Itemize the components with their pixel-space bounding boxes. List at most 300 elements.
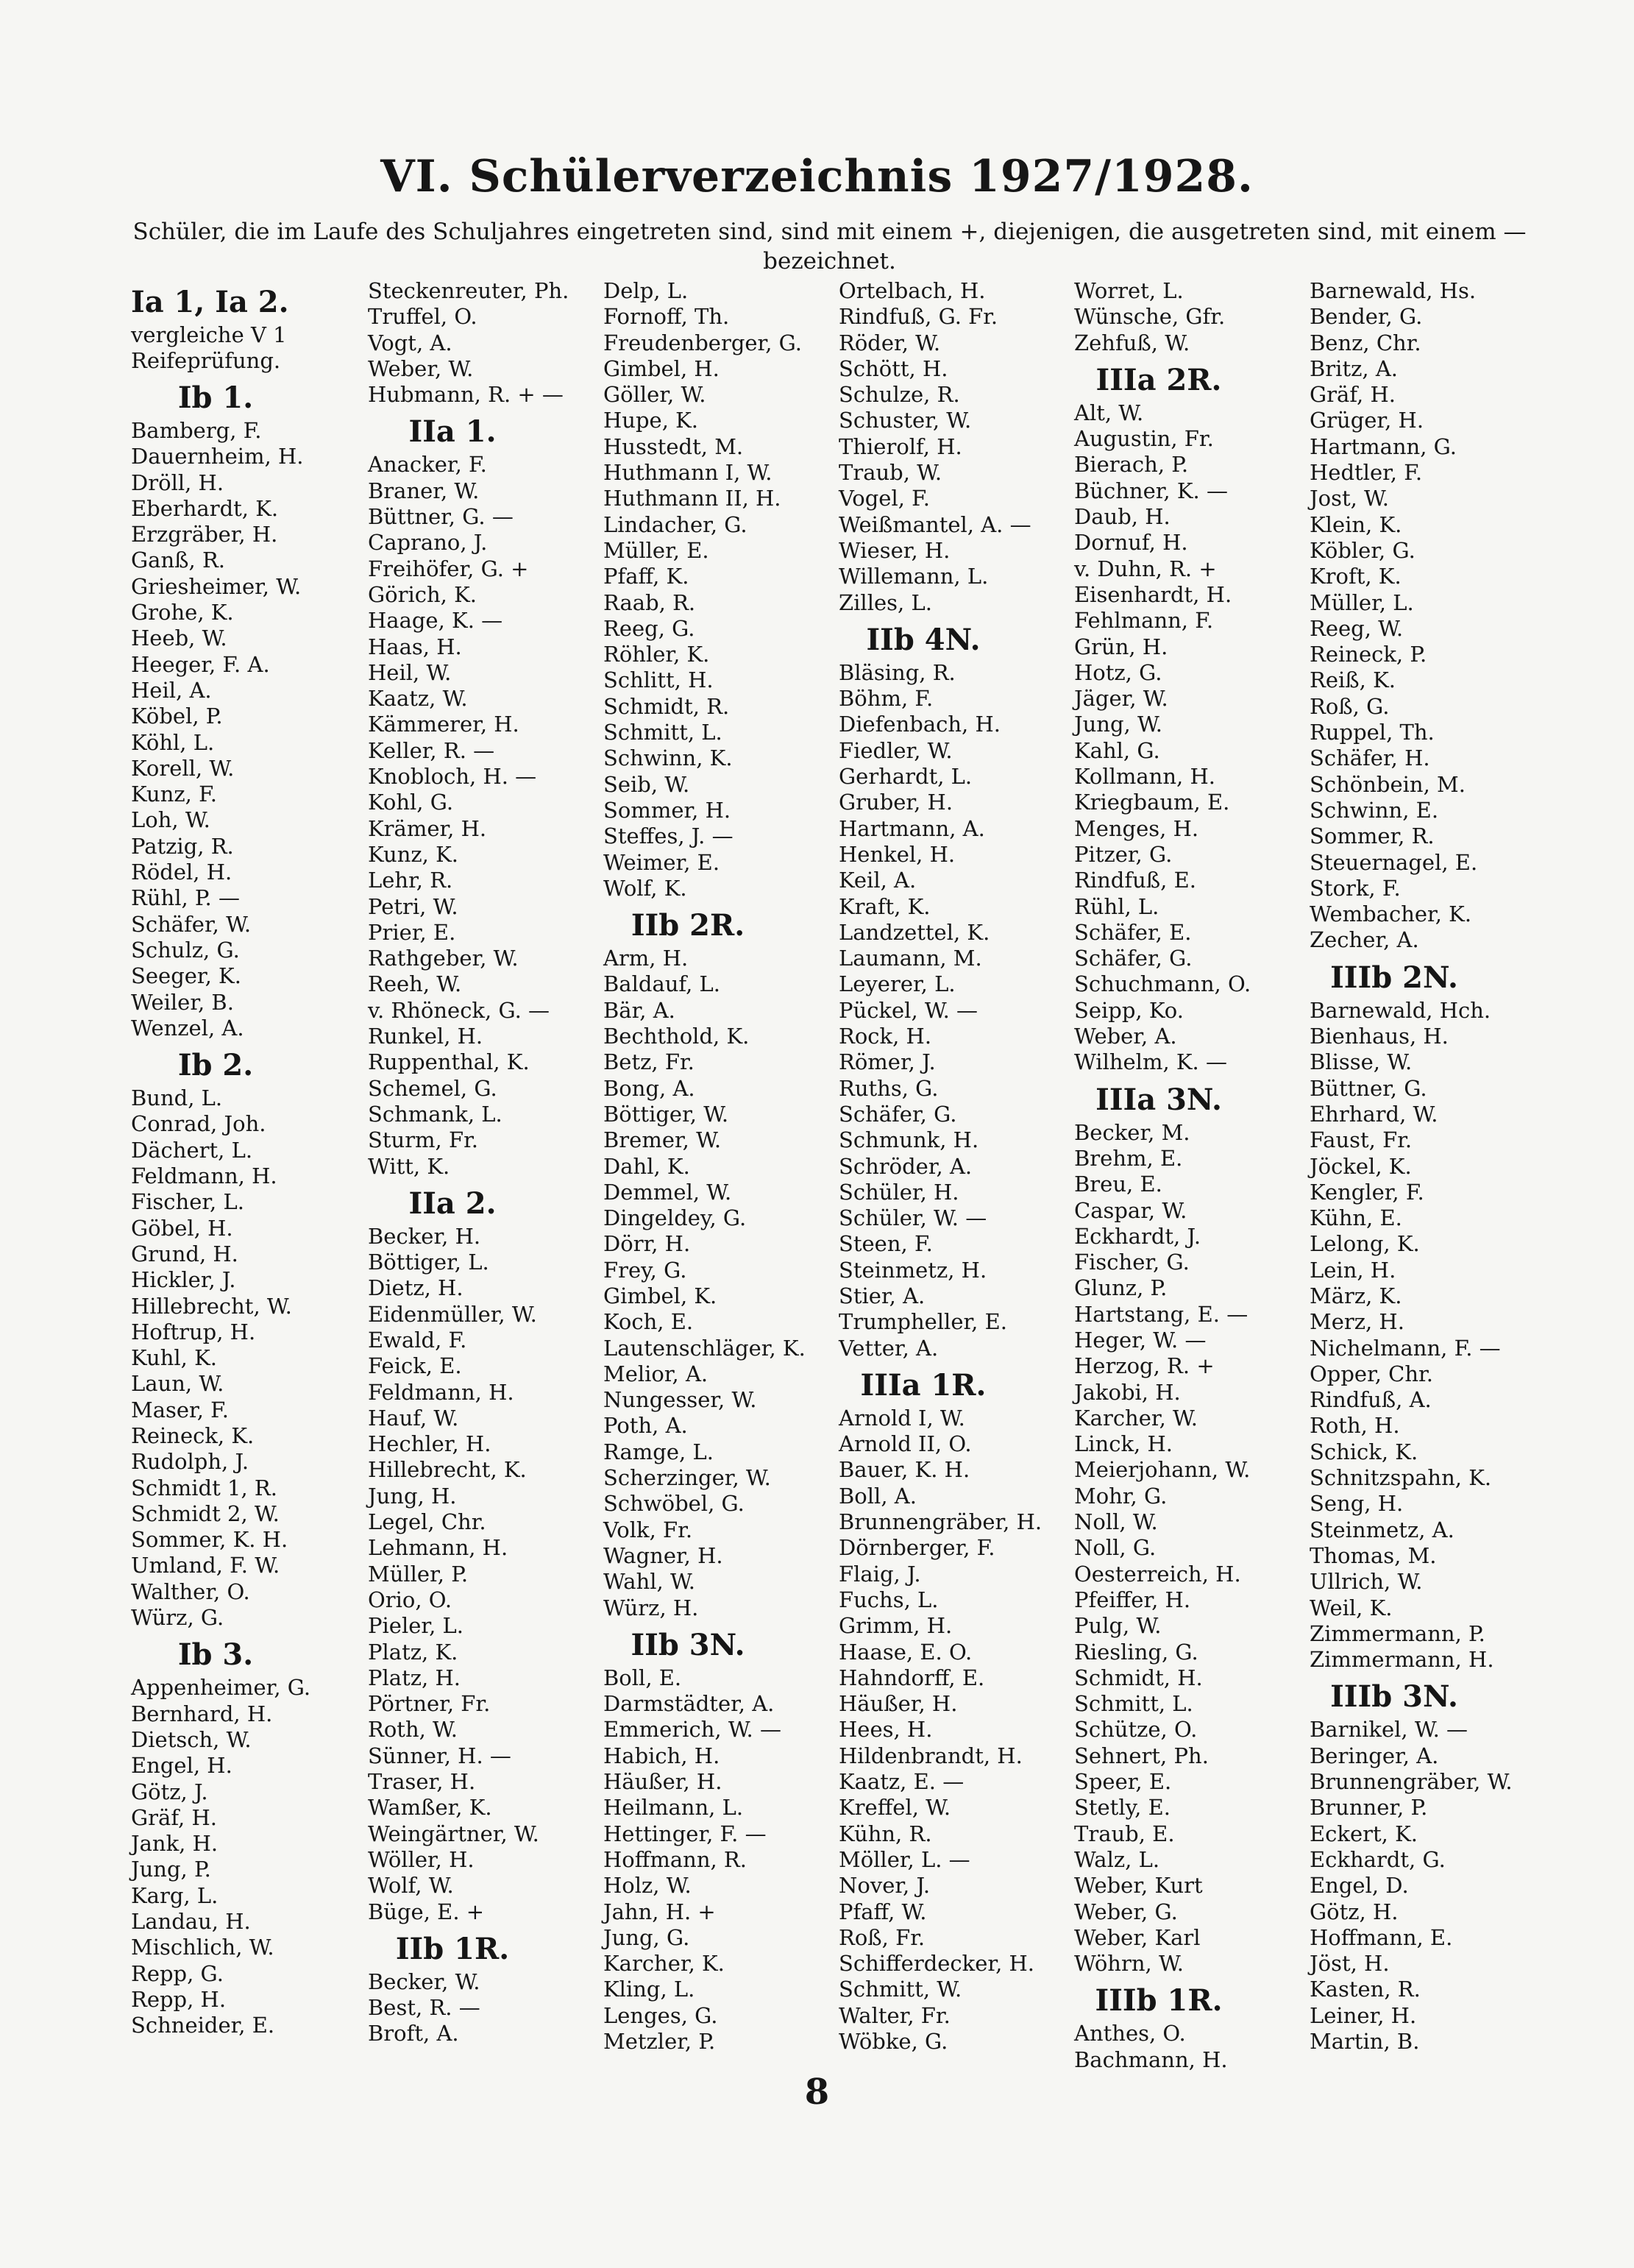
student-entry: Jäger, W. xyxy=(1074,686,1168,712)
student-entry: Karcher, K. xyxy=(603,1951,725,1977)
student-entry: Wilhelm, K. — xyxy=(1074,1049,1227,1075)
student-entry: Schmidt, H. xyxy=(1074,1665,1203,1690)
student-entry: Traub, E. xyxy=(1074,1821,1175,1846)
student-entry: Schneider, E. xyxy=(131,2013,275,2038)
student-entry: Rock, H. xyxy=(839,1024,932,1049)
student-entry: Fischer, G. xyxy=(1074,1250,1190,1275)
student-entry: Büttner, G. — xyxy=(368,504,514,530)
student-entry: Schäfer, G. xyxy=(1074,946,1193,971)
student-entry: Reeg, W. xyxy=(1310,615,1404,641)
student-entry: Speer, E. xyxy=(1074,1769,1172,1795)
student-entry: Feldmann, H. xyxy=(368,1379,514,1405)
student-entry: Kengler, F. xyxy=(1310,1179,1424,1205)
student-entry: Schröder, A. xyxy=(839,1153,973,1179)
student-entry: Dahl, K. xyxy=(603,1153,690,1179)
student-entry: Herzog, R. + xyxy=(1074,1353,1215,1379)
student-entry: Bierach, P. xyxy=(1074,452,1189,478)
student-entry: Landau, H. xyxy=(131,1909,251,1935)
student-entry: Menges, H. xyxy=(1074,815,1199,841)
student-entry: Eckert, K. xyxy=(1310,1821,1418,1846)
student-entry: Anthes, O. xyxy=(1074,2021,1186,2046)
student-entry: Dröll, H. xyxy=(131,469,224,495)
class-heading: IIa 1. xyxy=(408,414,497,450)
student-entry: Rühl, P. — xyxy=(131,885,240,911)
student-entry: Grimm, H. xyxy=(839,1613,953,1639)
student-entry: Schönbein, M. xyxy=(1310,771,1466,797)
student-entry: Bernhard, H. xyxy=(131,1701,273,1726)
student-entry: Caprano, J. xyxy=(368,530,488,556)
student-entry: Müller, L. xyxy=(1310,589,1414,615)
student-entry: Loh, W. xyxy=(131,807,210,833)
student-entry: Gräf, H. xyxy=(1310,382,1396,408)
student-entry: Heeger, F. A. xyxy=(131,651,270,677)
student-entry: Kasten, R. xyxy=(1310,1977,1421,2002)
student-entry: Eckhardt, J. xyxy=(1074,1223,1201,1249)
student-entry: Arnold II, O. xyxy=(839,1431,972,1457)
student-entry: Ruppenthal, K. xyxy=(368,1049,530,1075)
student-entry: Emmerich, W. — xyxy=(603,1717,781,1743)
student-entry: Metzler, P. xyxy=(603,2029,716,2054)
student-entry: Nungesser, W. xyxy=(603,1387,757,1413)
student-entry: Rödel, H. xyxy=(131,860,232,885)
student-entry: Leyerer, L. xyxy=(839,971,956,997)
student-entry: Pückel, W. — xyxy=(839,997,978,1023)
student-entry: Ewald, F. xyxy=(368,1327,467,1353)
student-entry: Götz, H. xyxy=(1310,1899,1399,1924)
student-entry: Schäfer, W. xyxy=(131,911,252,937)
student-entry: Jung, G. xyxy=(603,1924,690,1950)
student-entry: Maser, F. xyxy=(131,1397,229,1422)
student-entry: Heeb, W. xyxy=(131,626,227,651)
student-entry: Dietsch, W. xyxy=(131,1726,252,1752)
student-entry: Schulz, G. xyxy=(131,937,240,963)
student-entry: Hauf, W. xyxy=(368,1405,459,1431)
student-entry: Traub, W. xyxy=(839,460,942,486)
student-entry: Zimmermann, P. xyxy=(1310,1620,1485,1646)
student-entry: Pfaff, W. xyxy=(839,1899,927,1924)
student-entry: Lehr, R. xyxy=(368,868,453,893)
student-entry: Kroft, K. xyxy=(1310,564,1402,589)
student-entry: Wembacher, K. xyxy=(1310,901,1472,927)
student-entry: Walter, Fr. xyxy=(839,2002,951,2028)
student-entry: Götz, J. xyxy=(131,1779,208,1804)
student-entry: Brunner, P. xyxy=(1310,1795,1428,1821)
student-entry: Ruths, G. xyxy=(839,1075,939,1101)
student-entry: Hillebrecht, W. xyxy=(131,1293,292,1319)
student-entry: Landzettel, K. xyxy=(839,919,990,945)
student-entry: Fehlmann, F. xyxy=(1074,608,1214,634)
student-entry: Gräf, H. xyxy=(131,1804,217,1830)
student-entry: Eckhardt, G. xyxy=(1310,1846,1446,1872)
student-entry: Röhler, K. xyxy=(603,642,710,667)
student-entry: Roth, H. xyxy=(1310,1413,1400,1439)
student-entry: Feick, E. xyxy=(368,1353,462,1379)
student-entry: Stetly, E. xyxy=(1074,1795,1171,1821)
student-entry: Darmstädter, A. xyxy=(603,1691,775,1717)
student-entry: Frey, G. xyxy=(603,1257,687,1283)
student-entry: Eberhardt, K. xyxy=(131,495,279,521)
student-entry: Hechler, H. xyxy=(368,1431,491,1457)
student-entry: Jung, H. xyxy=(368,1483,457,1509)
student-entry: Kohl, G. xyxy=(368,790,454,815)
student-entry: Henkel, H. xyxy=(839,841,956,867)
student-entry: Linck, H. xyxy=(1074,1431,1173,1457)
student-entry: Bremer, W. xyxy=(603,1127,722,1153)
student-entry: Leiner, H. xyxy=(1310,2002,1417,2028)
student-entry: Brehm, E. xyxy=(1074,1145,1183,1171)
student-entry: Weingärtner, W. xyxy=(368,1821,539,1846)
student-entry: Bechthold, K. xyxy=(603,1024,750,1049)
student-entry: Gimbel, H. xyxy=(603,355,720,381)
student-entry: Rindfuß, A. xyxy=(1310,1387,1432,1413)
student-entry: Müller, P. xyxy=(368,1561,469,1587)
student-entry: Pfaff, K. xyxy=(603,564,689,589)
student-list-columns xyxy=(131,278,1529,2072)
student-entry: Haase, E. O. xyxy=(839,1639,973,1665)
student-entry: Lehmann, H. xyxy=(368,1535,508,1561)
page-number: 8 xyxy=(804,2072,830,2113)
student-entry: Pfeiffer, H. xyxy=(1074,1587,1191,1612)
student-entry: Schäfer, H. xyxy=(1310,745,1430,771)
student-entry: Faust, Fr. xyxy=(1310,1127,1413,1153)
student-entry: Weber, W. xyxy=(368,355,474,381)
student-entry: Dörr, H. xyxy=(603,1231,691,1257)
student-entry: Baldauf, L. xyxy=(603,971,721,997)
student-entry: Schwöbel, G. xyxy=(603,1491,745,1517)
student-entry: Häußer, H. xyxy=(603,1769,722,1795)
class-heading: IIb 2R. xyxy=(630,908,745,943)
student-entry: Schmidt, R. xyxy=(603,693,730,719)
student-entry: Knobloch, H. — xyxy=(368,764,537,790)
student-entry: Pörtner, Fr. xyxy=(368,1691,491,1717)
student-entry: Barnikel, W. — xyxy=(1310,1717,1468,1743)
column-6 xyxy=(1310,278,1545,2055)
student-entry: Barnewald, Hs. xyxy=(1310,278,1477,303)
student-entry: Hubmann, R. + — xyxy=(368,382,564,408)
student-entry: Wünsche, Gfr. xyxy=(1074,304,1226,330)
student-entry: Weber, Kurt xyxy=(1074,1873,1203,1899)
student-entry: Fuchs, L. xyxy=(839,1587,939,1612)
student-entry: Reineck, P. xyxy=(1310,642,1427,667)
student-entry: Gimbel, K. xyxy=(603,1283,717,1308)
student-entry: Sommer, K. H. xyxy=(131,1527,288,1553)
student-entry: Ramge, L. xyxy=(603,1439,714,1464)
student-entry: Dauernheim, H. xyxy=(131,444,304,469)
student-entry: Hoffmann, R. xyxy=(603,1846,747,1872)
student-entry: Schüler, H. xyxy=(839,1179,959,1205)
student-entry: Steuernagel, E. xyxy=(1310,849,1478,875)
student-entry: Huthmann II, H. xyxy=(603,486,781,511)
student-entry: Schmitt, L. xyxy=(1074,1691,1193,1717)
student-entry: Gruber, H. xyxy=(839,790,953,815)
class-heading: IIIa 1R. xyxy=(860,1367,987,1403)
student-entry: Kling, L. xyxy=(603,1977,695,2002)
student-entry: Grüger, H. xyxy=(1310,408,1424,433)
student-entry: Stier, A. xyxy=(839,1283,926,1308)
student-entry: Jung, P. xyxy=(131,1857,211,1882)
student-entry: Bund, L. xyxy=(131,1085,223,1111)
student-entry: Weißmantel, A. — xyxy=(839,511,1031,537)
student-entry: Kühn, E. xyxy=(1310,1205,1402,1231)
student-entry: Schifferdecker, H. xyxy=(839,1951,1035,1977)
student-entry: Wamßer, K. xyxy=(368,1795,492,1821)
student-entry: Bauer, K. H. xyxy=(839,1457,970,1483)
student-entry: Hupe, K. xyxy=(603,408,699,433)
student-entry: Daub, H. xyxy=(1074,504,1171,530)
student-entry: Häußer, H. xyxy=(839,1691,958,1717)
student-entry: Griesheimer, W. xyxy=(131,573,302,599)
student-entry: Habich, H. xyxy=(603,1743,720,1768)
student-entry: Sünner, H. — xyxy=(368,1743,511,1768)
student-entry: Noll, W. xyxy=(1074,1509,1158,1535)
student-entry: Martin, B. xyxy=(1310,2029,1420,2054)
class-heading: Ib 2. xyxy=(177,1048,254,1083)
student-entry: Karg, L. xyxy=(131,1882,219,1908)
student-entry: Husstedt, M. xyxy=(603,433,744,459)
student-entry: Legel, Chr. xyxy=(368,1509,486,1535)
student-entry: Walz, L. xyxy=(1074,1846,1160,1872)
student-entry: Merz, H. xyxy=(1310,1309,1404,1335)
student-entry: Bong, A. xyxy=(603,1075,695,1101)
student-entry: Wieser, H. xyxy=(839,537,951,563)
student-entry: Becker, W. xyxy=(368,1968,480,1994)
student-entry: Hees, H. xyxy=(839,1717,933,1743)
student-entry: Ortelbach, H. xyxy=(839,278,986,303)
student-entry: Lein, H. xyxy=(1310,1257,1396,1283)
student-entry: Thierolf, H. xyxy=(839,433,962,459)
student-entry: Möller, L. — xyxy=(839,1846,970,1872)
student-entry: Diefenbach, H. xyxy=(839,712,1001,737)
student-entry: Wahl, W. xyxy=(603,1569,695,1595)
student-entry: Barnewald, Hch. xyxy=(1310,997,1491,1023)
student-entry: Lelong, K. xyxy=(1310,1231,1420,1257)
student-entry: Reineck, K. xyxy=(131,1422,255,1448)
student-entry: Dächert, L. xyxy=(131,1137,253,1163)
class-heading: IIIb 3N. xyxy=(1330,1679,1458,1715)
student-entry: Steinmetz, A. xyxy=(1310,1517,1454,1542)
student-entry: Laumann, M. xyxy=(839,946,982,971)
student-entry: Mohr, G. xyxy=(1074,1483,1168,1509)
student-entry: Böttiger, L. xyxy=(368,1250,489,1275)
student-entry: Conrad, Joh. xyxy=(131,1111,266,1137)
student-entry: Breu, E. xyxy=(1074,1172,1162,1197)
student-entry: Gerhardt, L. xyxy=(839,764,973,790)
student-entry: Kuhl, K. xyxy=(131,1345,217,1371)
student-entry: Rudolph, J. xyxy=(131,1449,249,1475)
student-entry: v. Duhn, R. + xyxy=(1074,556,1217,581)
student-entry: Eisenhardt, H. xyxy=(1074,581,1232,607)
student-entry: Umland, F. W. xyxy=(131,1553,280,1578)
student-entry: Kriegbaum, E. xyxy=(1074,790,1230,815)
student-entry: Demmel, W. xyxy=(603,1179,732,1205)
student-entry: Schuchmann, O. xyxy=(1074,971,1251,997)
student-entry: Zecher, A. xyxy=(1310,927,1419,953)
student-entry: Repp, G. xyxy=(131,1960,224,1986)
class-heading: IIb 4N. xyxy=(866,622,981,657)
student-entry: Lautenschläger, K. xyxy=(603,1335,806,1361)
class-heading: Ia 1, Ia 2. xyxy=(131,285,289,319)
student-entry: Roß, G. xyxy=(1310,693,1390,719)
student-entry: Arnold I, W. xyxy=(839,1405,965,1431)
student-entry: Huthmann I, W. xyxy=(603,460,772,486)
student-entry: Kämmerer, H. xyxy=(368,712,519,737)
student-entry: Hillebrecht, K. xyxy=(368,1457,527,1483)
class-heading: Ib 1. xyxy=(177,380,254,415)
student-entry: Schmitt, L. xyxy=(603,720,722,745)
student-entry: Meierjohann, W. xyxy=(1074,1457,1251,1483)
student-entry: Brunnengräber, W. xyxy=(1310,1769,1513,1795)
student-entry: Hickler, J. xyxy=(131,1267,236,1293)
student-entry: Bachmann, H. xyxy=(1074,2046,1228,2072)
student-entry: Alt, W. xyxy=(1074,400,1144,425)
student-entry: Kunz, K. xyxy=(368,841,458,867)
student-entry: Rathgeber, W. xyxy=(368,946,519,971)
student-entry: Lenges, G. xyxy=(603,2002,718,2028)
student-entry: Sommer, R. xyxy=(1310,823,1435,849)
student-entry: Schwinn, E. xyxy=(1310,797,1439,823)
student-entry: Laun, W. xyxy=(131,1371,224,1397)
student-entry: Steinmetz, H. xyxy=(839,1257,987,1283)
student-entry: Rindfuß, E. xyxy=(1074,868,1196,893)
student-entry: Schüler, W. — xyxy=(839,1205,987,1231)
student-entry: Vogel, F. xyxy=(839,486,931,511)
student-entry: Jahn, H. + xyxy=(603,1899,716,1924)
student-entry: Jung, W. xyxy=(1074,712,1162,737)
student-entry: Grund, H. xyxy=(131,1241,238,1266)
student-entry: Erzgräber, H. xyxy=(131,522,278,547)
student-entry: Göller, W. xyxy=(603,382,706,408)
student-entry: Britz, A. xyxy=(1310,355,1398,381)
student-entry: Glunz, P. xyxy=(1074,1275,1168,1301)
student-entry: Traser, H. xyxy=(368,1769,476,1795)
student-entry: Sturm, Fr. xyxy=(368,1127,479,1153)
student-entry: Wolf, K. xyxy=(603,875,687,901)
student-entry: Kahl, G. xyxy=(1074,737,1160,763)
student-entry: Truffel, O. xyxy=(368,304,477,330)
student-entry: Wöbke, G. xyxy=(839,2029,948,2054)
column-2 xyxy=(368,278,603,2047)
student-entry: Schött, H. xyxy=(839,355,948,381)
student-entry: Jakobi, H. xyxy=(1074,1379,1181,1405)
student-entry: Schmank, L. xyxy=(368,1101,502,1127)
student-entry: Reeg, G. xyxy=(603,615,695,641)
student-entry: Haas, H. xyxy=(368,634,462,659)
student-entry: Weber, A. xyxy=(1074,1024,1177,1049)
column-1 xyxy=(131,278,366,2039)
student-entry: Vogt, A. xyxy=(368,330,452,355)
student-entry: Benz, Chr. xyxy=(1310,330,1421,355)
student-entry: Kaatz, E. — xyxy=(839,1769,965,1795)
student-entry: Göbel, H. xyxy=(131,1215,233,1241)
student-entry: Schnitzspahn, K. xyxy=(1310,1465,1492,1491)
student-entry: Nover, J. xyxy=(839,1873,931,1899)
student-entry: Engel, H. xyxy=(131,1753,232,1779)
student-entry: Hedtler, F. xyxy=(1310,460,1423,486)
student-entry: Klein, K. xyxy=(1310,511,1402,537)
student-entry: Haage, K. — xyxy=(368,608,503,634)
student-entry: Caspar, W. xyxy=(1074,1197,1187,1223)
student-entry: Wöller, H. xyxy=(368,1846,475,1872)
student-entry: Riesling, G. xyxy=(1074,1639,1198,1665)
student-entry: Delp, L. xyxy=(603,278,689,303)
student-entry: Pieler, L. xyxy=(368,1613,463,1639)
student-entry: Scherzinger, W. xyxy=(603,1465,771,1491)
student-entry: Schuster, W. xyxy=(839,408,972,433)
student-entry: Engel, D. xyxy=(1310,1873,1409,1899)
student-entry: Poth, A. xyxy=(603,1413,688,1439)
student-entry: Sommer, H. xyxy=(603,797,731,823)
student-entry: Steckenreuter, Ph. xyxy=(368,278,569,303)
student-entry: Grün, H. xyxy=(1074,634,1168,659)
student-entry: Bär, A. xyxy=(603,997,675,1023)
student-entry: Bender, G. xyxy=(1310,304,1423,330)
student-entry: Büttner, G. xyxy=(1310,1075,1427,1101)
student-entry: Heil, A. xyxy=(131,677,212,703)
student-entry: Schemel, G. xyxy=(368,1075,497,1101)
student-entry: Flaig, J. xyxy=(839,1561,921,1587)
student-entry: Ullrich, W. xyxy=(1310,1569,1423,1595)
student-entry: Becker, M. xyxy=(1074,1119,1190,1145)
student-entry: Reeh, W. xyxy=(368,971,462,997)
student-entry: März, K. xyxy=(1310,1283,1402,1308)
student-entry: Heger, W. — xyxy=(1074,1327,1207,1353)
student-entry: Opper, Chr. xyxy=(1310,1361,1433,1386)
student-entry: Röder, W. xyxy=(839,330,941,355)
student-entry: Jank, H. xyxy=(131,1831,219,1857)
student-entry: Roth, W. xyxy=(368,1717,458,1743)
student-entry: Würz, H. xyxy=(603,1595,699,1620)
student-entry: Zehfuß, W. xyxy=(1074,330,1190,355)
student-entry: Platz, K. xyxy=(368,1639,458,1665)
student-entry: Schmidt 2, W. xyxy=(131,1500,280,1526)
student-entry: Ruppel, Th. xyxy=(1310,720,1435,745)
student-entry: Prier, E. xyxy=(368,919,456,945)
student-entry: Hartmann, A. xyxy=(839,815,985,841)
student-entry: Koch, E. xyxy=(603,1309,694,1335)
student-entry: Würz, G. xyxy=(131,1605,224,1631)
class-note: vergleiche V 1 Reifeprüfung. xyxy=(131,322,287,373)
student-entry: Köbel, P. xyxy=(131,704,223,729)
student-entry: Büge, E. + xyxy=(368,1899,485,1924)
class-heading: IIa 2. xyxy=(408,1186,497,1221)
student-entry: Büchner, K. — xyxy=(1074,478,1228,503)
student-entry: Petri, W. xyxy=(368,893,458,919)
student-entry: Vetter, A. xyxy=(839,1335,939,1361)
student-entry: Eidenmüller, W. xyxy=(368,1301,537,1327)
student-entry: Melior, A. xyxy=(603,1361,708,1386)
student-entry: Fischer, L. xyxy=(131,1189,244,1215)
student-entry: Kraft, K. xyxy=(839,893,931,919)
student-entry: Heilmann, L. xyxy=(603,1795,744,1821)
student-entry: Steen, F. xyxy=(839,1231,933,1257)
student-entry: Bläsing, R. xyxy=(839,659,956,685)
student-entry: Patzig, R. xyxy=(131,833,234,859)
student-entry: Karcher, W. xyxy=(1074,1405,1198,1431)
student-entry: Feldmann, H. xyxy=(131,1163,277,1189)
student-entry: Hildenbrandt, H. xyxy=(839,1743,1023,1768)
student-entry: Augustin, Fr. xyxy=(1074,426,1214,452)
student-entry: Wöhrn, W. xyxy=(1074,1951,1184,1977)
student-entry: Grohe, K. xyxy=(131,600,234,626)
student-entry: Jöckel, K. xyxy=(1310,1153,1412,1179)
student-entry: Schäfer, E. xyxy=(1074,919,1192,945)
student-entry: Schlitt, H. xyxy=(603,667,714,693)
column-4 xyxy=(839,278,1074,2055)
student-entry: Willemann, L. xyxy=(839,564,989,589)
student-entry: Hoftrup, H. xyxy=(131,1319,256,1344)
student-entry: Hoffmann, E. xyxy=(1310,1924,1453,1950)
student-entry: Kaatz, W. xyxy=(368,686,468,712)
